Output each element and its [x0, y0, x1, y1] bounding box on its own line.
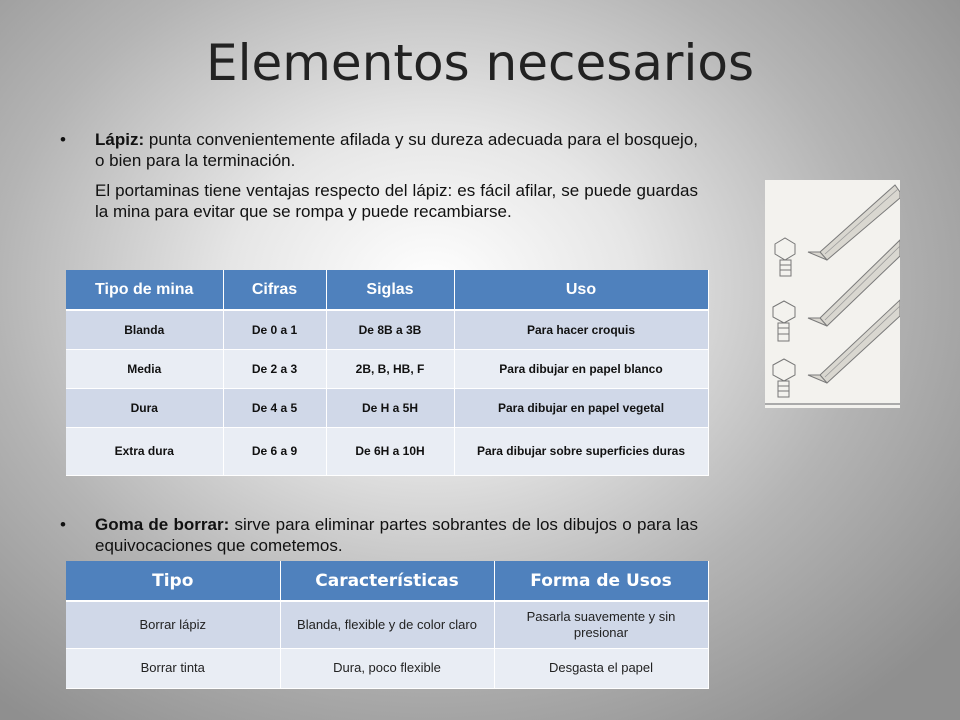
- table-cell: Media: [66, 349, 223, 388]
- slide-title: Elementos necesarios: [205, 34, 755, 92]
- mina-header-uso: Uso: [454, 270, 708, 310]
- goma-header-caracteristicas: Características: [280, 561, 494, 601]
- mina-table: [66, 270, 709, 476]
- bullet-goma: [62, 514, 698, 556]
- table-row: [66, 601, 708, 648]
- table-cell: Para dibujar sobre superficies duras: [454, 427, 708, 475]
- table-cell: De 6H a 10H: [326, 427, 454, 475]
- table-cell: Desgasta el papel: [494, 648, 708, 688]
- bullet-goma-term: Goma de borrar:: [95, 515, 230, 534]
- table-cell: Para dibujar en papel vegetal: [454, 388, 708, 427]
- table-cell: Pasarla suavemente y sin presionar: [494, 601, 708, 648]
- goma-table-header: [66, 561, 708, 601]
- table-cell: Dura, poco flexible: [280, 648, 494, 688]
- mina-table-header: [66, 270, 708, 310]
- table-cell: De 0 a 1: [223, 310, 326, 349]
- table-cell: Extra dura: [66, 427, 223, 475]
- bullet-marker: •: [60, 515, 66, 534]
- table-row: [66, 427, 708, 475]
- bullet-lapiz-term: Lápiz:: [95, 130, 145, 149]
- mina-header-tipo: Tipo de mina: [66, 270, 223, 310]
- table-cell: 2B, B, HB, F: [326, 349, 454, 388]
- table-row: [66, 388, 708, 427]
- mina-header-siglas: Siglas: [326, 270, 454, 310]
- bullet-goma-text: [62, 514, 698, 556]
- table-row: [66, 648, 708, 688]
- pencil-drawing-icon: [765, 180, 900, 408]
- bullet-lapiz-text: [62, 129, 698, 171]
- goma-header-forma: Forma de Usos: [494, 561, 708, 601]
- bullet-goma-desc: sirve para eliminar partes sobrantes de los dibujos o para las equivocaciones que cometemos.: [95, 515, 698, 555]
- bullet-lapiz: [62, 129, 698, 222]
- pencil-drawing-svg: [765, 180, 900, 408]
- mina-header-cifras: Cifras: [223, 270, 326, 310]
- table-cell: De 2 a 3: [223, 349, 326, 388]
- table-cell: Dura: [66, 388, 223, 427]
- bullet-lapiz-desc: punta convenientemente afilada y su dureza adecuada para el bosquejo, o bien para la terminación.: [95, 130, 698, 170]
- table-row: [66, 349, 708, 388]
- table-cell: Blanda, flexible y de color claro: [280, 601, 494, 648]
- table-cell: Borrar lápiz: [66, 601, 280, 648]
- table-cell: Blanda: [66, 310, 223, 349]
- goma-header-tipo: Tipo: [66, 561, 280, 601]
- goma-table: [66, 561, 709, 689]
- table-cell: De H a 5H: [326, 388, 454, 427]
- table-cell: De 8B a 3B: [326, 310, 454, 349]
- bullet-lapiz-paragraph2: El portaminas tiene ventajas respecto del lápiz: es fácil afilar, se puede guardas la mina para evitar que se rompa y puede recambiarse.: [95, 181, 698, 221]
- bullet-marker: •: [60, 130, 66, 149]
- table-cell: Para dibujar en papel blanco: [454, 349, 708, 388]
- table-row: [66, 310, 708, 349]
- table-cell: De 4 a 5: [223, 388, 326, 427]
- table-cell: De 6 a 9: [223, 427, 326, 475]
- table-cell: Borrar tinta: [66, 648, 280, 688]
- table-cell: Para hacer croquis: [454, 310, 708, 349]
